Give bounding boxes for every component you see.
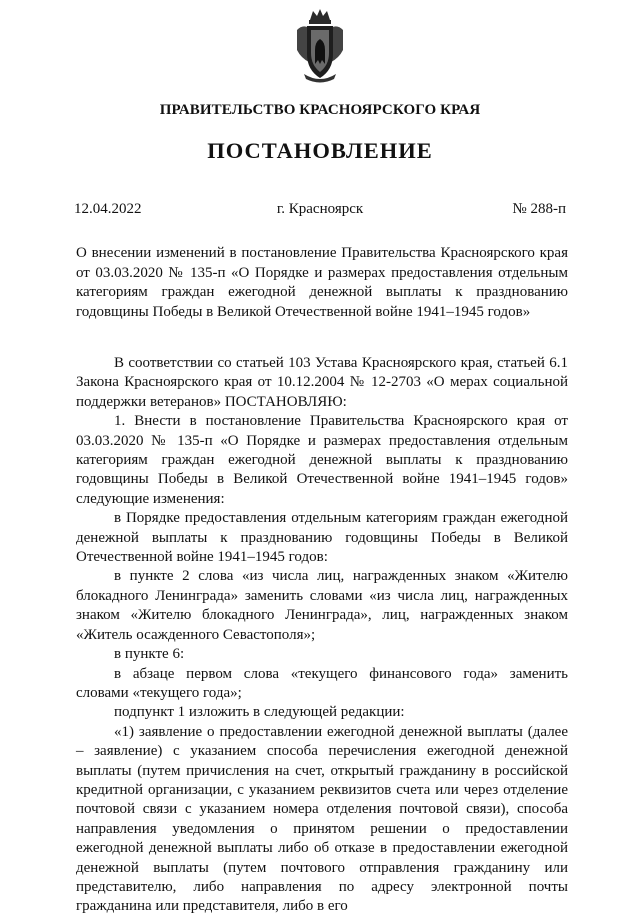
body-paragraph: в пункте 2 слова «из числа лиц, награжденных знаком «Жителю блокадного Ленинграда» заменить словами «из числа лиц, награжденных знаком «Жителю блокадного Ленинграда», лиц, награжденных знаком «Житель осажденного Севастополя»; — [76, 568, 568, 643]
document-date: 12.04.2022 — [74, 201, 142, 217]
body-paragraph: подпункт 1 изложить в следующей редакции: — [114, 704, 405, 721]
krasnoyarsk-coat-of-arms-icon — [294, 6, 346, 84]
document-title: ПОСТАНОВЛЕНИЕ — [207, 138, 433, 163]
document-subject: О внесении изменений в постановление Правительства Красноярского края от 03.03.2020 № 135-п «О Порядке и размерах предоставления отдельным категориям граждан ежегодной денежной выплаты к празднованию годовщины Победы в Великой Отечественной войне 1941–1945 годов» — [76, 245, 568, 320]
body-paragraph: в пункте 6: — [114, 646, 185, 663]
body-paragraph: «1) заявление о предоставлении ежегодной денежной выплаты (далее – заявление) с указанием способа перечисления ежегодной денежной выплаты (путем причисления на счет, открытый гражданину в российской кредитной организации, с указанием реквизитов счета или через отделение почтовой связи с указанием номера отделения почтовой связи), способа направления уведомления о принятом решении о предоставлении ежегодной денежной выплаты либо об отказе в предоставлении ежегодной денежной выплаты (путем почтового отправления гражданину или представителю, либо направления по адресу электронной почты гражданина или представителя, либо в его — [76, 723, 568, 915]
document-number: № 288-п — [512, 201, 566, 217]
document-city: г. Красноярск — [276, 201, 364, 217]
body-paragraph: 1. Внести в постановление Правительства Красноярского края от 03.03.2020 № 135-п «О Порядке и размерах предоставления отдельным категориям граждан ежегодной денежной выплаты к празднованию годовщины Победы в Великой Отечественной войне 1941–1945 годов» следующие изменения: — [76, 413, 568, 507]
document-body — [76, 354, 568, 917]
body-paragraph: в Порядке предоставления отдельным категориям граждан ежегодной денежной выплаты к празднованию годовщины Победы в Великой Отечественной войне 1941–1945 годов: — [76, 510, 568, 566]
body-paragraph: В соответствии со статьей 103 Устава Красноярского края, статьей 6.1 Закона Красноярского края от 10.12.2004 № 12-2703 «О мерах социальной поддержки ветеранов» ПОСТАНОВЛЯЮ: — [76, 355, 568, 410]
government-name: ПРАВИТЕЛЬСТВО КРАСНОЯРСКОГО КРАЯ — [159, 102, 481, 118]
body-paragraph: в абзаце первом слова «текущего финансового года» заменить словами «текущего года»; — [76, 665, 568, 701]
